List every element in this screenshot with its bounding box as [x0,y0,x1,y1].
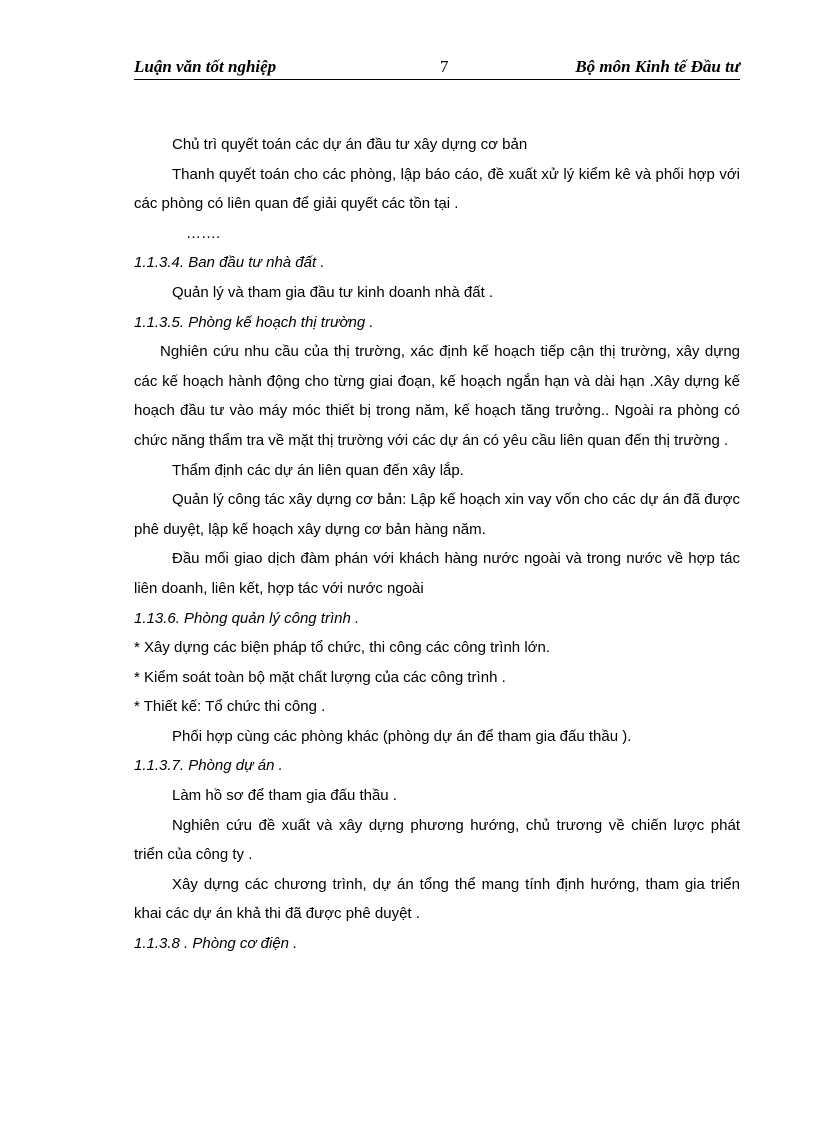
section-heading: 1.1.3.7. Phòng dự án . [134,757,283,775]
document-body [134,130,740,959]
ellipsis-line: ……. [186,224,221,242]
header-thesis-title: Luận văn tốt nghiệp [134,57,277,76]
paragraph: Chủ trì quyết toán các dự án đầu tư xây dựng cơ bản [172,136,528,153]
paragraph: Quản lý công tác xây dựng cơ bản: Lập kế hoạch xin vay vốn cho các dự án đã được phê duyệt, lập kế hoạch xây dựng cơ bản hàng năm. [134,491,740,538]
paragraph: Thẩm định các dự án liên quan đến xây lắp. [172,461,464,479]
paragraph: Quản lý và tham gia đầu tư kinh doanh nhà đất . [172,283,494,301]
paragraph: Phối hợp cùng các phòng khác (phòng dự án để tham gia đấu thầu ). [172,727,632,745]
paragraph: Đầu mối giao dịch đàm phán với khách hàng nước ngoài và trong nước về hợp tác liên doanh, liên kết, hợp tác với nước ngoài [134,550,740,597]
paragraph: Thanh quyết toán cho các phòng, lập báo cáo, đề xuất xử lý kiểm kê và phối hợp với các phòng có liên quan để giải quyết các tồn tại . [134,165,740,213]
header-department: Bộ môn Kinh tế Đầu tư [575,57,740,76]
bullet-item: * Thiết kế: Tổ chức thi công . [134,698,326,716]
paragraph: Xây dựng các chương trình, dự án tổng thể mang tính định hướng, tham gia triển khai các dự án khả thi đã được phê duyệt . [134,875,740,923]
bullet-item: * Kiểm soát toàn bộ mặt chất lượng của các công trình . [134,668,506,686]
section-heading: 1.13.6. Phòng quản lý công trình . [134,609,360,627]
page-header [134,55,740,80]
bullet-item: * Xây dựng các biện pháp tổ chức, thi công các công trình lớn. [134,639,550,657]
page-number: 7 [440,57,449,76]
paragraph: Làm hồ sơ để tham gia đấu thầu . [172,787,397,805]
section-heading: 1.1.3.5. Phòng kế hoạch thị trường . [134,313,374,331]
section-heading: 1.1.3.8 . Phòng cơ điện . [134,935,298,953]
section-heading: 1.1.3.4. Ban đầu tư nhà đất . [134,254,325,272]
paragraph: Nghiên cứu đề xuất và xây dựng phương hướng, chủ trương về chiến lược phát triển của công ty . [134,816,740,864]
paragraph: Nghiên cứu nhu cầu của thị trường, xác định kế hoạch tiếp cận thị trường, xây dựng các kế hoạch hành động cho từng giai đoạn, kế hoạch ngắn hạn và dài hạn .Xây dựng kế hoạch đầu tư vào máy móc thiết bị trong năm, kế hoạch tăng trưởng.. Ngoài ra phòng có chức năng thẩm tra về mặt thị trường với các dự án có yêu cầu liên quan đến thị trường . [134,343,740,449]
